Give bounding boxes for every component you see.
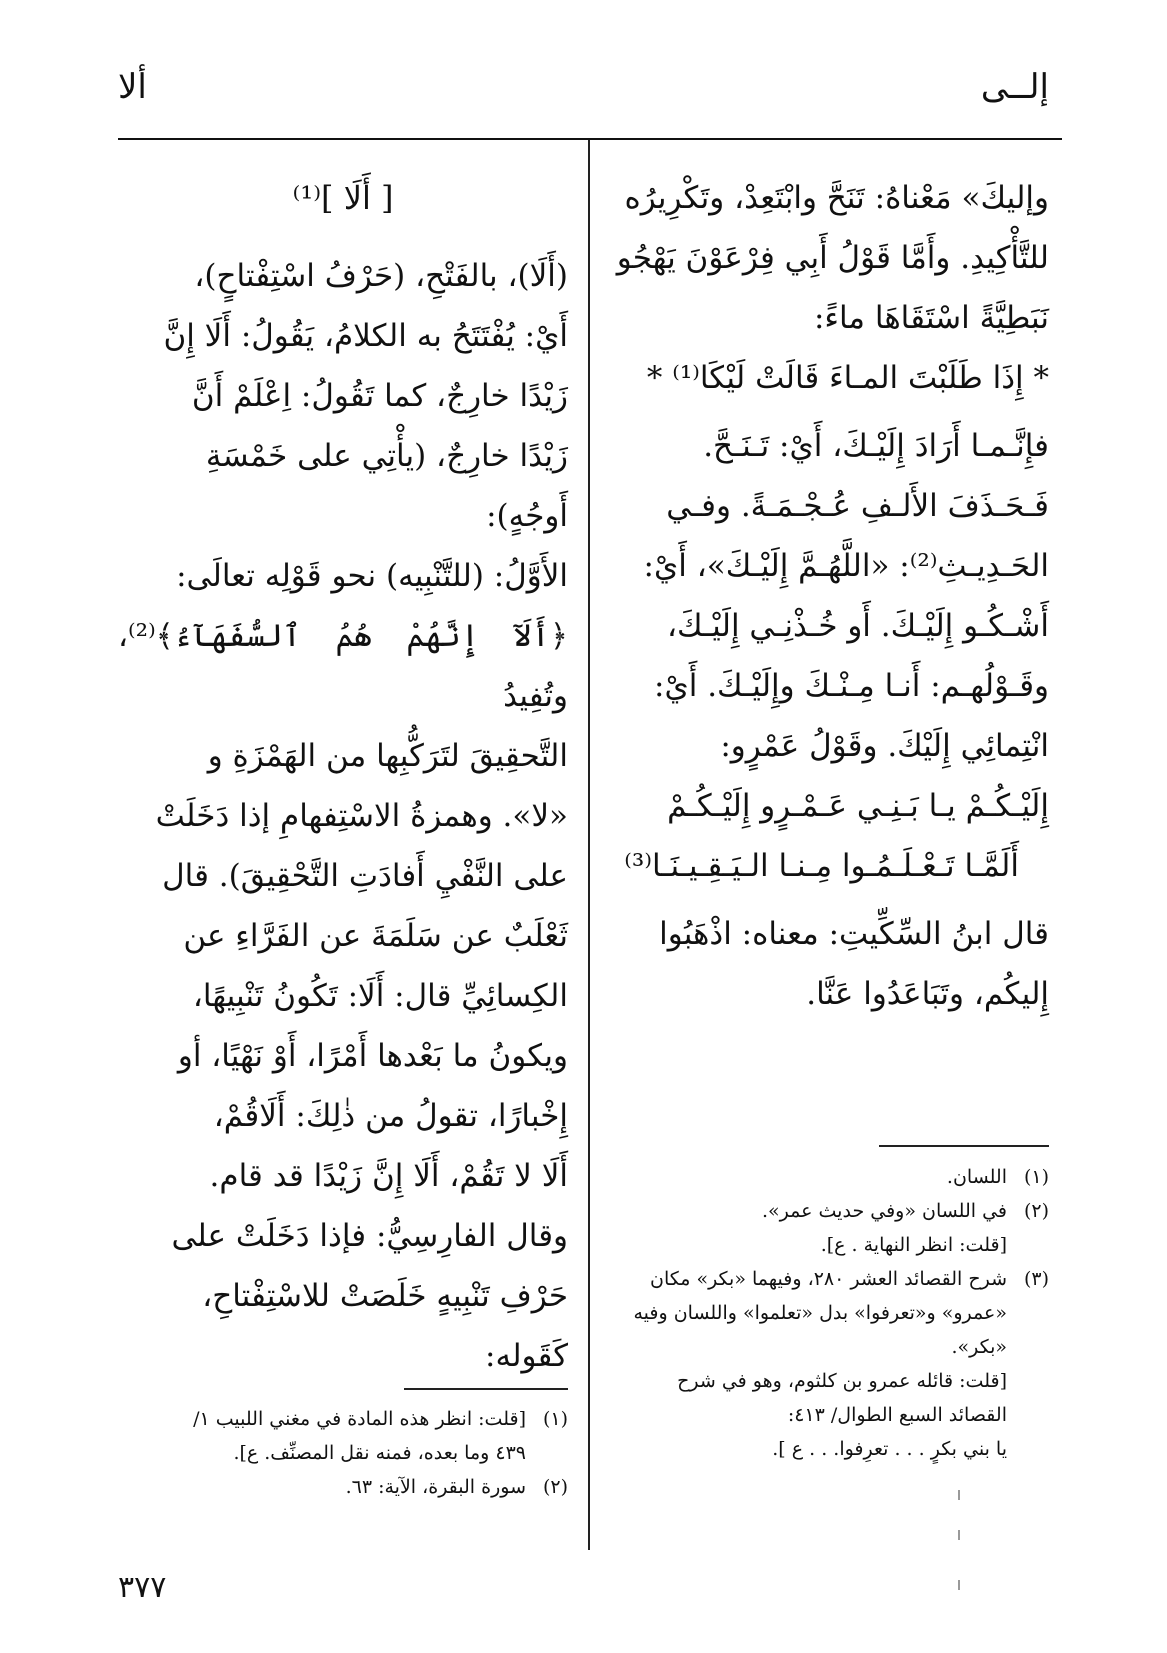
text-line: الكِسائِيِّ قال: أَلَا: تَكُونُ تَنْبِيهًا، <box>192 978 568 1014</box>
footnote-text: يا بني بكرٍ . . . تعرِفوا. . . ع ]. <box>772 1438 1007 1460</box>
scan-mark <box>958 1530 960 1540</box>
column-divider <box>588 140 590 1550</box>
footnote-line <box>601 1194 1049 1228</box>
text-line: (أَلَا)، بالفَتْحِ، (حَرْفُ اسْتِفْتاحٍ)، <box>194 258 568 294</box>
page-number: ٣٧٧ <box>118 1570 167 1605</box>
verse-line: إِلَيْـكُـمْ يـا بَـنِـي عَـمْـرٍو إِلَيْـكُـمْ <box>667 788 1049 824</box>
text-line: ﴿أَلَآ إِنَّهُمْ هُمُ ٱلسُّفَهَآءُ﴾⁽²⁾، وتُفِيدُ <box>118 618 568 714</box>
scan-mark <box>958 1490 960 1500</box>
footnote-text: القصائد السبع الطوال/ ٤١٣: <box>787 1404 1007 1426</box>
text-line: زَيْدًا خارِجٌ، كما تَقُولُ: اِعْلَمْ أَنَّ <box>191 378 568 414</box>
text-line: للتَّأْكِيدِ. وأَمَّا قَوْلُ أَبِي فِرْعَوْنَ يَهْجُو <box>616 240 1049 276</box>
footnote-text: في اللسان «وفي حديث عمر». <box>762 1200 1007 1222</box>
text-line: كَقَوله: <box>485 1338 568 1374</box>
text-line: إِخْبارًا، تقولُ من ذٰلِكَ: أَلَاقُمْ، <box>213 1098 568 1134</box>
right-column <box>601 168 1049 1024</box>
running-header-left: ألا <box>118 67 147 107</box>
footnote-rule-right <box>879 1145 1049 1147</box>
footnote-text: اللسان. <box>946 1166 1007 1188</box>
footnote-text: [قلت: انظر النهاية . ع]. <box>820 1234 1007 1256</box>
text-line: إِليكُم، وتَبَاعَدُوا عَنَّا. <box>806 976 1049 1012</box>
text-line: أَشْـكُـو إِلَيْـكَ. أَو خُـذْنِـي إِلَيْـكَ، <box>666 608 1049 644</box>
footnote-number: (٣) <box>1023 1268 1049 1290</box>
footnote-line <box>118 1402 568 1436</box>
text-line: أَلَا لا تَقُمْ، أَلَا إِنَّ زَيْدًا قد قام. <box>209 1158 568 1194</box>
footnote-rule-left <box>404 1388 568 1390</box>
footnote-line <box>601 1160 1049 1194</box>
footnotes-right <box>601 1160 1049 1466</box>
footnote-line <box>601 1262 1049 1296</box>
footnote-text: [قلت: قائله عمرو بن كلثوم، وهو في شرح <box>677 1370 1007 1392</box>
footnote-text: «بكر». <box>951 1336 1007 1358</box>
verse-line: * إِذَا طَلَبْتَ المـاءَ قَالَتْ لَيْكَا⁽¹⁾ * <box>646 360 1049 396</box>
footnote-text: ٤٣٩ وما بعده، فمنه نقل المصنِّف. ع]. <box>233 1442 526 1464</box>
footnote-text: سورة البقرة، الآية: ٦٣. <box>345 1476 526 1498</box>
footnote-number: (٢) <box>1023 1200 1049 1222</box>
footnote-number: (١) <box>542 1408 568 1430</box>
text-line: الحَـدِيـثِ⁽²⁾: «اللَّهُـمَّ إِلَيْـكَ»، أَيْ: <box>643 548 1049 584</box>
footnote-text: [قلت: انظر هذه المادة في مغني اللبيب ١/ <box>193 1408 526 1430</box>
text-line: أَيْ: يُفْتَتَحُ به الكلامُ، يَقُولُ: أَلَا إِنَّ <box>163 318 568 354</box>
text-line: التَّحقِيقَ لتَرَكُّبِها من الهَمْزَةِ و <box>207 738 568 774</box>
text-line: «لا». وهمزةُ الاسْتِفهامِ إذا دَخَلَتْ <box>155 798 568 834</box>
header-rule <box>118 138 1062 140</box>
text-line: وقال الفارِسِيُّ: فإذا دَخَلَتْ على <box>171 1218 568 1254</box>
text-line: فإِنَّـمـا أَرَادَ إِلَيْـكَ، أَيْ: تَـنَـحَّ. <box>703 428 1049 464</box>
text-line: قال ابنُ السِّكِّيتِ: معناه: اذْهَبُوا <box>659 916 1049 952</box>
entry-title: [ أَلَا ]⁽¹⁾ <box>292 179 394 217</box>
text-line: وإليكَ» مَعْناهُ: تَنَحَّ وابْتَعِدْ، وتَكْرِيرُه <box>624 180 1049 216</box>
footnote-text: «عمرو» و«تعرفوا» بدل «تعلموا» واللسان وفيه <box>633 1302 1007 1324</box>
verse-line: أَلَمَّـا تَـعْـلَـمُـوا مِـنـا الـيَـقِـيـنَـا⁽³⁾ <box>624 848 1019 884</box>
footnotes-left <box>118 1402 568 1504</box>
text-line: انْتِمائِي إِلَيْكَ. وقَوْلُ عَمْرٍو: <box>720 728 1049 764</box>
text-line: ثَعْلَبٌ عن سَلَمَةَ عن الفَرَّاءِ عن <box>183 918 568 954</box>
footnote-line <box>118 1470 568 1504</box>
text-line: وقَـوْلُهـم: أَنـا مِـنْـكَ وإِلَيْـكَ. أَيْ: <box>654 668 1049 704</box>
left-column <box>118 168 568 1386</box>
text-line: على النَّفْيِ أَفادَتِ التَّحْقِيقَ). قال <box>162 858 568 894</box>
text-line: ويكونُ ما بَعْدها أَمْرًا، أَوْ نَهْيًا، أو <box>177 1038 568 1074</box>
text-line: الأَوَّلُ: (للتَّنْبِيه) نحو قَوْلِه تعالَى: <box>176 558 568 594</box>
text-line: أَوجُهٍ): <box>486 498 568 534</box>
text-line: فَـحَـذَفَ الأَلـفِ عُـجْـمَـةً. وفـي <box>666 488 1049 524</box>
text-line: حَرْفِ تَنْبِيهٍ خَلَصَتْ للاسْتِفْتاحِ، <box>202 1278 568 1314</box>
footnote-number: (٢) <box>542 1476 568 1498</box>
footnote-text: شرح القصائد العشر ٢٨٠، وفيهما «بكر» مكان <box>650 1268 1007 1290</box>
running-header-right: إلــى <box>980 67 1049 107</box>
text-line: نَبَطِيَّةً اسْتَقَاهَا ماءً: <box>813 300 1049 336</box>
text-line: زَيْدًا خارِجٌ، (يأْتِي على خَمْسَةِ <box>205 438 568 474</box>
footnote-number: (١) <box>1023 1166 1049 1188</box>
scan-mark <box>958 1580 960 1590</box>
